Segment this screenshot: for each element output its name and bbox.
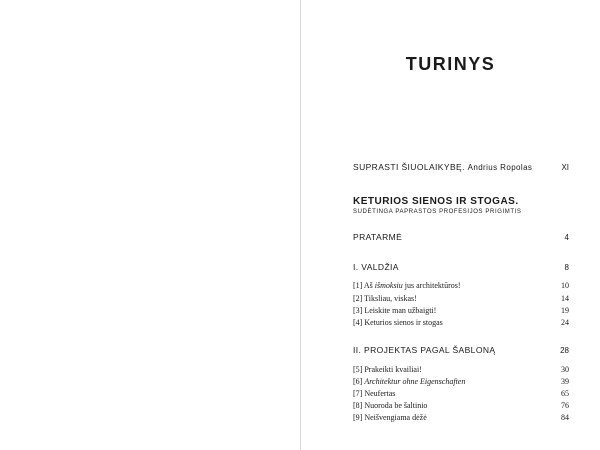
right-page-toc [301, 0, 600, 450]
toc-part1-label: I. VALDŽIA [353, 262, 399, 272]
toc-chapter-title: [7] Neufertas [353, 389, 396, 398]
toc-entry-intro-text [353, 162, 532, 172]
toc-chapter-2[interactable] [353, 294, 569, 303]
toc-chapter-6[interactable] [353, 377, 569, 386]
toc-title: TURINYS [405, 54, 496, 74]
toc-part2-label: II. PROJEKTAS PAGAL ŠABLONĄ [353, 345, 496, 355]
toc-chapter-page: 10 [561, 281, 569, 290]
toc-chapter-3[interactable] [353, 306, 569, 315]
toc-chapter-page: 65 [561, 389, 569, 398]
toc-entry-part2[interactable] [353, 345, 569, 355]
toc-chapter-page: 39 [561, 377, 569, 386]
toc-chapter-page: 24 [561, 318, 569, 327]
toc-intro-label: SUPRASTI ŠIUOLAIKYBĘ. [353, 162, 465, 172]
toc-chapter-page: 14 [561, 294, 569, 303]
toc-entry-preface[interactable] [353, 232, 569, 242]
toc-chapter-8[interactable] [353, 401, 569, 410]
toc-chapter-page: 76 [561, 401, 569, 410]
toc-chapter-title: [1] Aš išmoksiu jus architektūros! [353, 281, 461, 290]
toc-chapter-title: [8] Nuoroda be šaltinio [353, 401, 428, 410]
toc-chapter-4[interactable] [353, 318, 569, 327]
toc-chapter-1[interactable] [353, 281, 569, 290]
toc-chapter-title: [5] Prakeikti kvailiai! [353, 365, 422, 374]
toc-part1-page: 8 [564, 263, 569, 272]
toc-chapter-page: 84 [561, 413, 569, 422]
toc-part2-page: 28 [560, 346, 569, 355]
toc-intro-author: Andrius Ropolas [467, 163, 533, 172]
toc-chapter-title: [4] Keturios sienos ir stogas [353, 318, 443, 327]
toc-entry-intro[interactable] [353, 162, 569, 172]
toc-chapter-title: [9] Neišvengiama dėžė [353, 413, 427, 422]
toc-preface-page: 4 [564, 233, 569, 242]
toc-preface-label: PRATARMĖ [353, 232, 403, 242]
toc-chapter-7[interactable] [353, 389, 569, 398]
toc-chapter-title: [2] Tiksliau, viskas! [353, 294, 417, 303]
toc-intro-page: XI [561, 163, 569, 172]
book-title: KETURIOS SIENOS IR STOGAS. [353, 196, 519, 207]
toc-chapter-9[interactable] [353, 413, 569, 422]
toc-chapter-page: 19 [561, 306, 569, 315]
toc-chapter-5[interactable] [353, 365, 569, 374]
book-subtitle: SUDĖTINGA PAPRASTOS PROFESIJOS PRIGIMTIS [353, 209, 522, 215]
toc-entry-part1[interactable] [353, 262, 569, 272]
toc-chapter-title: [3] Leiskite man užbaigti! [353, 306, 437, 315]
toc-chapter-page: 30 [561, 365, 569, 374]
toc-chapter-title: [6] Architektur ohne Eigenschaften [353, 377, 466, 386]
